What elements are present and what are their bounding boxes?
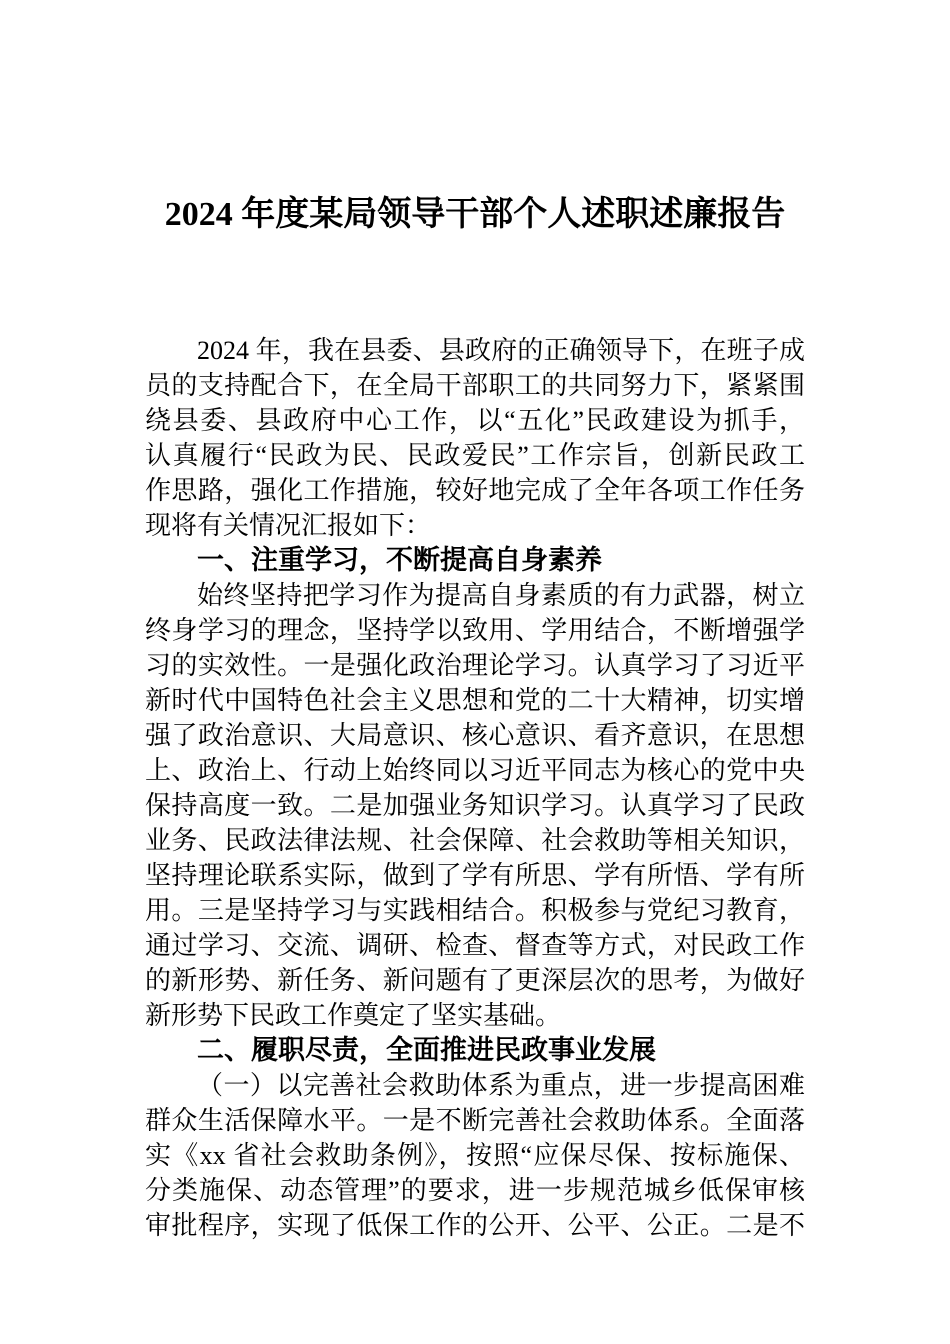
text-line: 用。三是坚持学习与实践相结合。积极参与党纪习教育， xyxy=(145,896,805,925)
section-heading: 二、履职尽责，全面推进民政事业发展 xyxy=(197,1035,656,1065)
text-line: 保持高度一致。二是加强业务知识学习。认真学习了民政 xyxy=(145,791,805,820)
document-body xyxy=(145,333,805,1243)
text-line: 业务、民政法律法规、社会保障、社会救助等相关知识， xyxy=(145,826,805,855)
text-line: 的新形势、新任务、新问题有了更深层次的思考，为做好 xyxy=(145,966,805,995)
text-line: 员的支持配合下，在全局干部职工的共同努力下，紧紧围 xyxy=(145,371,805,400)
text-line: 通过学习、交流、调研、检查、督查等方式，对民政工作 xyxy=(145,931,805,960)
text-line: 群众生活保障水平。一是不断完善社会救助体系。全面落 xyxy=(145,1106,805,1135)
text-line: 作思路，强化工作措施，较好地完成了全年各项工作任务 xyxy=(145,476,805,505)
text-line: 强了政治意识、大局意识、核心意识、看齐意识，在思想 xyxy=(145,721,805,750)
section-heading: 一、注重学习，不断提高自身素养 xyxy=(197,545,602,575)
text-line: 现将有关情况汇报如下： xyxy=(145,511,432,540)
text-line: 分类施保、动态管理”的要求，进一步规范城乡低保审核 xyxy=(145,1176,805,1205)
text-line: 习的实效性。一是强化政治理论学习。认真学习了习近平 xyxy=(145,651,805,680)
text-line: 实《xx 省社会救助条例》，按照“应保尽保、按标施保、 xyxy=(145,1141,805,1170)
text-line: 坚持理论联系实际，做到了学有所思、学有所悟、学有所 xyxy=(145,861,805,890)
document-title: 2024 年度某局领导干部个人述职述廉报告 xyxy=(164,196,786,233)
text-line: 绕县委、县政府中心工作，以“五化”民政建设为抓手， xyxy=(145,406,805,435)
text-line: 新时代中国特色社会主义思想和党的二十大精神，切实增 xyxy=(145,686,805,715)
text-line: 始终坚持把学习作为提高自身素质的有力武器，树立 xyxy=(197,581,805,610)
text-line: 审批程序，实现了低保工作的公开、公平、公正。二是不 xyxy=(145,1211,805,1240)
text-line: 认真履行“民政为民、民政爱民”工作宗旨，创新民政工 xyxy=(145,441,805,470)
text-line: （一）以完善社会救助体系为重点，进一步提高困难 xyxy=(197,1071,805,1100)
text-line: 新形势下民政工作奠定了坚实基础。 xyxy=(145,1001,562,1030)
text-line: 上、政治上、行动上始终同以习近平同志为核心的党中央 xyxy=(145,756,805,785)
text-line: 终身学习的理念，坚持学以致用、学用结合，不断增强学 xyxy=(145,616,805,645)
text-line: 2024 年，我在县委、县政府的正确领导下，在班子成 xyxy=(197,336,805,365)
